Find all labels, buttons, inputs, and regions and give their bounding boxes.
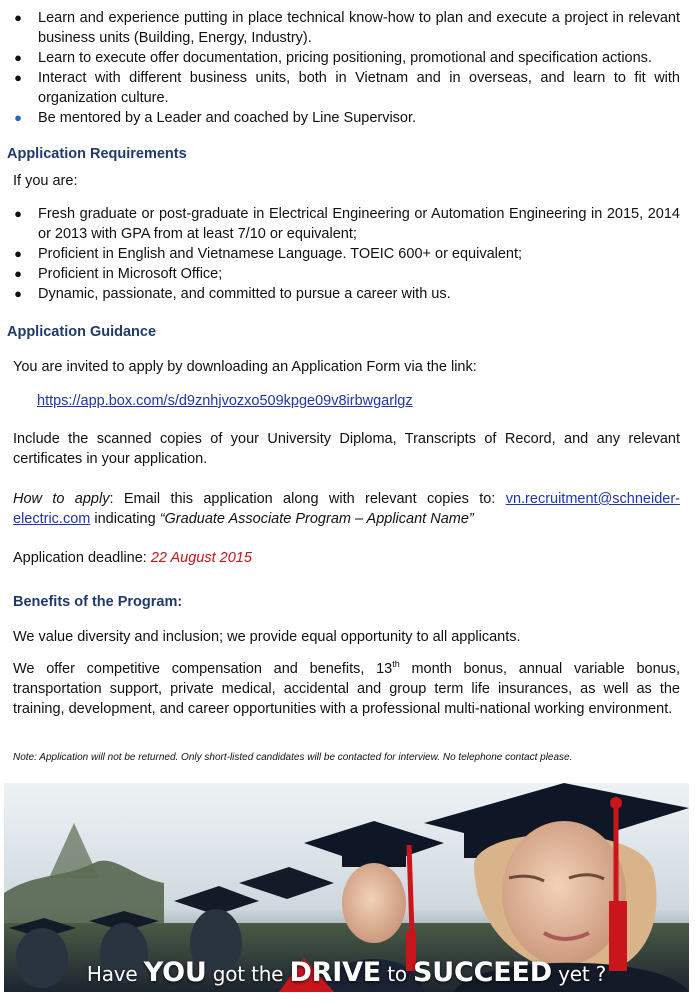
list-item: ● Learn and experience putting in place technical know-how to plan and execute a project in relevant business units (Building, Energy, Industry). (0, 8, 700, 48)
requirements-list (0, 204, 700, 304)
guidance-heading: Application Guidance (7, 324, 157, 340)
list-item: ● Proficient in Microsoft Office; (0, 264, 700, 284)
list-item: ● Learn to execute offer documentation, pricing positioning, promotional and specification actions. (0, 48, 700, 68)
deadline-label: Application deadline: (13, 550, 151, 566)
how-to-apply-text: : Email this application along with relevant copies to: (109, 491, 506, 507)
banner-tagline: Have YOU got the DRIVE to SUCCEED yet ? (86, 957, 607, 988)
deadline-date: 22 August 2015 (150, 550, 252, 566)
bullet-icon: ● (14, 70, 22, 85)
indicating-text: indicating (90, 511, 160, 527)
bullet-icon: ● (14, 286, 22, 301)
recruitment-email-link[interactable]: vn.recruitment@schneider-electric.com (13, 491, 680, 527)
list-item: ● Fresh graduate or post-graduate in Electrical Engineering or Automation Engineering in 2015, 2014 or 2013 with GPA from at least 7/10 or equivalent; (0, 204, 700, 244)
responsibilities-list (0, 8, 700, 128)
bullet-icon: ● (14, 10, 22, 25)
requirements-heading: Application Requirements (7, 146, 187, 162)
benefits-offer: We offer competitive compensation and benefits, 13th month bonus, annual variable bonus, transportation support, private medical, accidental and group term life insurances, as well as the training, development, and career opportunities with a professional multi-national working environment. (13, 659, 680, 717)
list-item: ● Dynamic, passionate, and committed to pursue a career with us. (0, 284, 700, 304)
list-item: ● Be mentored by a Leader and coached by Line Supervisor. (0, 108, 700, 128)
bullet-icon: ● (14, 206, 22, 221)
list-item: ● Proficient in English and Vietnamese Language. TOEIC 600+ or equivalent; (0, 244, 700, 264)
how-to-apply (13, 489, 680, 529)
application-deadline (13, 548, 680, 568)
bullet-icon: ● (14, 110, 22, 125)
superscript-th: th (392, 659, 400, 670)
bullet-icon: ● (14, 266, 22, 281)
bullet-icon: ● (14, 50, 22, 65)
list-item: ● Interact with different business units, both in Vietnam and in overseas, and learn to fit with organization culture. (0, 68, 700, 108)
guidance-include: Include the scanned copies of your University Diploma, Transcripts of Record, and any relevant certificates in your application. (13, 431, 680, 467)
benefits-diversity: We value diversity and inclusion; we provide equal opportunity to all applicants. (13, 629, 521, 645)
benefits-heading: Benefits of the Program: (13, 594, 183, 610)
application-form-link[interactable]: https://app.box.com/s/d9znhjvozxo509kpge09v8irbwgarlgz (37, 393, 413, 409)
footnote: Note: Application will not be returned. Only short-listed candidates will be contacted for interview. No telephone contact please. (13, 752, 573, 763)
how-to-apply-label: How to apply (13, 491, 110, 507)
guidance-invite: You are invited to apply by downloading an Application Form via the link: (13, 359, 477, 375)
requirements-intro: If you are: (13, 173, 78, 189)
email-subject: “Graduate Associate Program – Applicant Name” (159, 511, 474, 527)
bullet-icon: ● (14, 246, 22, 261)
graduation-banner-image (4, 783, 689, 992)
